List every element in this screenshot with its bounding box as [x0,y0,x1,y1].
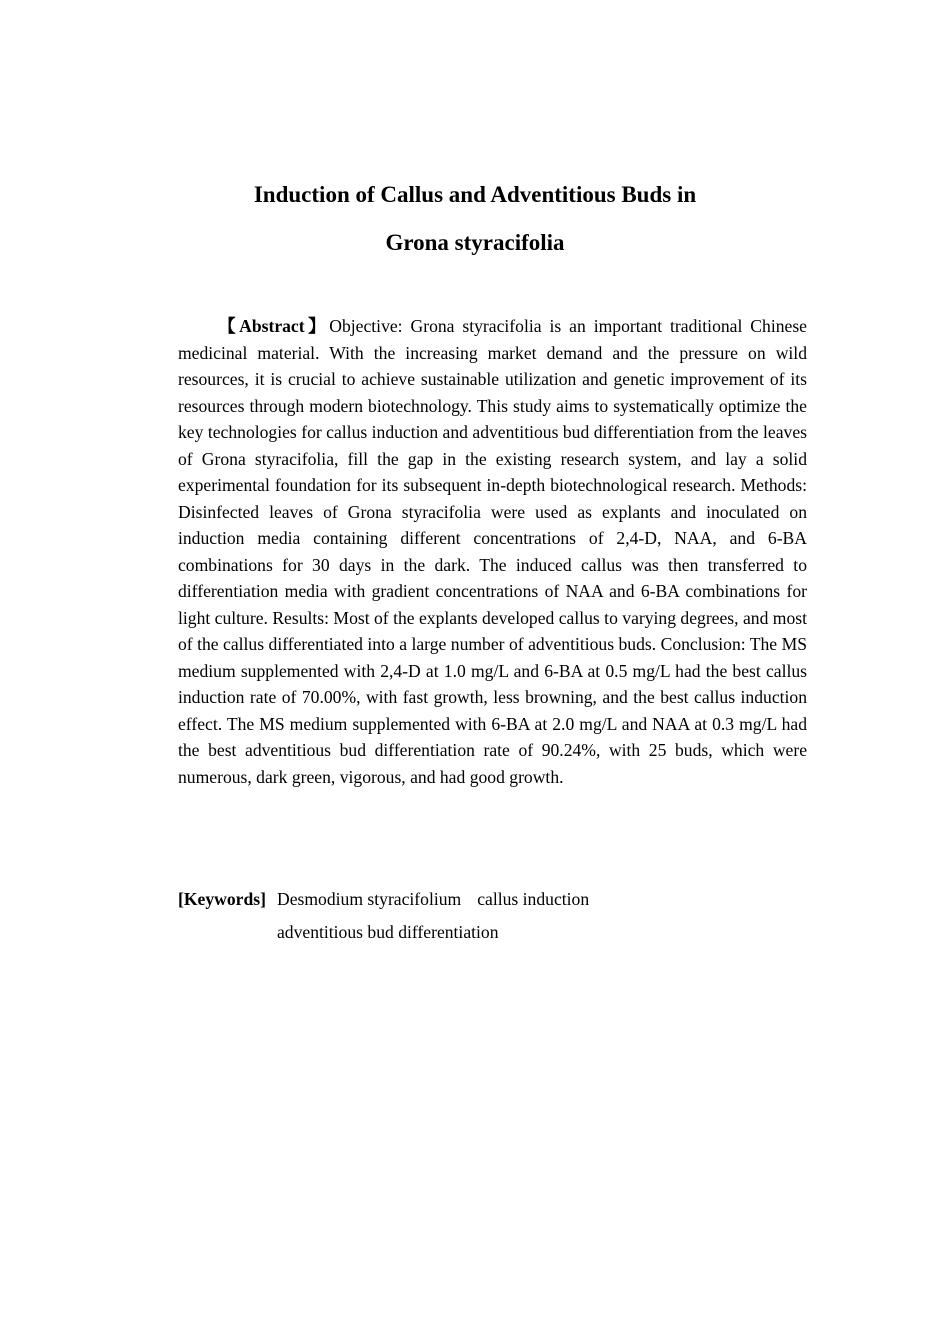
abstract-paragraph [178,313,807,790]
keywords-row-1 [178,883,807,916]
abstract-label: 【Abstract】 [218,316,330,336]
keywords-section [178,883,807,949]
paper-title-line-2: Grona styracifolia [385,230,565,255]
keywords-row-2 [178,916,807,949]
paper-title-line-1: Induction of Callus and Adventitious Buds in [253,182,697,207]
abstract-text: Objective: Grona styracifolia is an important traditional Chinese medicinal material. With the increasing market demand and the pressure on wild resources, it is crucial to achieve sustainable utilization and genetic improvement of its resources through modern biotechnology. This study aims to systematically optimize the key technologies for callus induction and adventitious bud differentiation from the leaves of Grona styracifolia, fill the gap in the existing research system, and lay a solid experimental foundation for its subsequent in-depth biotechnological research. Methods: Disinfected leaves of Grona styracifolia were used as explants and inoculated on induction media containing different concentrations of 2,4-D, NAA, and 6-BA combinations for 30 days in the dark. The induced callus was then transferred to differentiation media with gradient concentrations of NAA and 6-BA combinations for light culture. Results: Most of the explants developed callus to varying degrees, and most of the callus differentiated into a large number of adventitious buds. Conclusion: The MS medium supplemented with 2,4-D at 1.0 mg/L and 6-BA at 0.5 mg/L had the best callus induction rate of 70.00%, with fast growth, less browning, and the best callus induction effect. The MS medium supplemented with 6-BA at 2.0 mg/L and NAA at 0.3 mg/L had the best adventitious bud differentiation rate of 90.24%, with 25 buds, which were numerous, dark green, vigorous, and had good growth. [178,316,807,787]
keyword-item: adventitious bud differentiation [277,922,499,942]
keyword-item: Desmodium styracifolium [277,889,462,909]
keywords-label: [Keywords] [178,889,266,909]
keyword-item: callus induction [477,889,590,909]
